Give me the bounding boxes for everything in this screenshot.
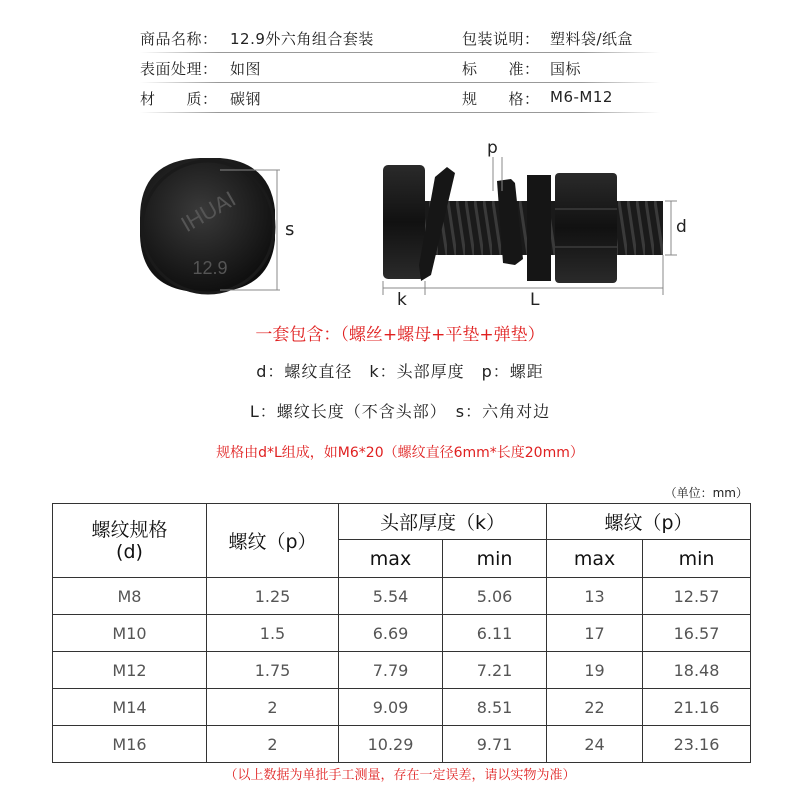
table-row (53, 726, 751, 763)
cell-s-max: 24 (547, 726, 643, 763)
cell-k-min: 9.71 (443, 726, 547, 763)
legend-line-1: d：螺纹直径 k：头部厚度 p：螺距 (256, 362, 544, 381)
table-row (53, 652, 751, 689)
cell-p: 2 (207, 689, 339, 726)
spec-table (52, 503, 751, 763)
cell-s-min: 16.57 (643, 615, 751, 652)
cell-d: M14 (53, 689, 207, 726)
cell-s-min: 18.48 (643, 652, 751, 689)
cell-k-min: 6.11 (443, 615, 547, 652)
header-k-max: max (339, 540, 443, 578)
header-head-thickness: 头部厚度（k） (339, 504, 547, 540)
cell-s-max: 17 (547, 615, 643, 652)
dim-d-label: d (676, 217, 687, 237)
cell-k-max: 6.69 (339, 615, 443, 652)
cell-s-max: 22 (547, 689, 643, 726)
cell-d: M16 (53, 726, 207, 763)
head-mark-grade: 12.9 (192, 258, 228, 278)
cell-d: M10 (53, 615, 207, 652)
size-range-value: M6-M12 (550, 88, 613, 106)
cell-k-max: 10.29 (339, 726, 443, 763)
header-pitch: 螺纹（p） (207, 504, 339, 578)
dim-s-label: s (285, 219, 295, 240)
dim-L-label: L (530, 290, 540, 310)
cell-s-min: 12.57 (643, 578, 751, 615)
cell-k-min: 5.06 (443, 578, 547, 615)
hex-nut (555, 173, 617, 283)
surface-value: 如图 (230, 60, 262, 78)
header-thread: 螺纹（p） (547, 504, 751, 540)
nut-washer (527, 175, 551, 281)
size-example: 规格由d*L组成，如M6*20（螺纹直径6mm*长度20mm） (216, 445, 584, 461)
unit-note: （单位：mm） (664, 486, 748, 500)
table-row (53, 578, 751, 615)
cell-s-min: 23.16 (643, 726, 751, 763)
spec-row-2 (140, 52, 660, 82)
packaging-label: 包装说明： (462, 30, 540, 48)
cell-p: 2 (207, 726, 339, 763)
divider (140, 112, 660, 113)
spec-row-3 (140, 82, 660, 112)
legend-line-2: L：螺纹长度（不含头部） s：六角对边 (249, 402, 551, 421)
product-name-value: 12.9外六角组合套装 (230, 30, 374, 48)
bolt-head-side (383, 165, 425, 279)
cell-d: M12 (53, 652, 207, 689)
cell-d: M8 (53, 578, 207, 615)
cell-s-max: 19 (547, 652, 643, 689)
material-value: 碳钢 (230, 90, 262, 108)
standard-value: 国标 (550, 60, 582, 78)
bolt-side-view (375, 135, 705, 310)
footnote: （以上数据为单批手工测量，存在一定误差，请以实物为准） (224, 768, 576, 783)
packaging-value: 塑料袋/纸盒 (550, 30, 634, 48)
cell-k-min: 8.51 (443, 689, 547, 726)
cell-p: 1.75 (207, 652, 339, 689)
cell-p: 1.25 (207, 578, 339, 615)
dim-p-label: p (487, 138, 498, 158)
spec-row-1 (140, 22, 660, 52)
header-spec: 螺纹规格 (d) (53, 504, 207, 578)
header-s-min: min (643, 540, 751, 578)
cell-p: 1.5 (207, 615, 339, 652)
table-row (53, 615, 751, 652)
header-k-min: min (443, 540, 547, 578)
dim-k-label: k (397, 290, 407, 310)
material-label: 材 质： (140, 90, 218, 108)
size-range-label: 规 格： (462, 90, 540, 108)
standard-label: 标 准： (462, 60, 540, 78)
cell-s-min: 21.16 (643, 689, 751, 726)
bolt-head-top-view (120, 140, 310, 310)
table-row (53, 689, 751, 726)
cell-k-max: 9.09 (339, 689, 443, 726)
set-contents: 一套包含：（螺丝+螺母+平垫+弹垫） (255, 325, 545, 345)
head-mark-brand: IHUAI (176, 186, 240, 238)
cell-k-max: 7.79 (339, 652, 443, 689)
cell-s-max: 13 (547, 578, 643, 615)
cell-k-max: 5.54 (339, 578, 443, 615)
cell-k-min: 7.21 (443, 652, 547, 689)
header-s-max: max (547, 540, 643, 578)
surface-label: 表面处理： (140, 60, 218, 78)
product-name-label: 商品名称： (140, 30, 218, 48)
